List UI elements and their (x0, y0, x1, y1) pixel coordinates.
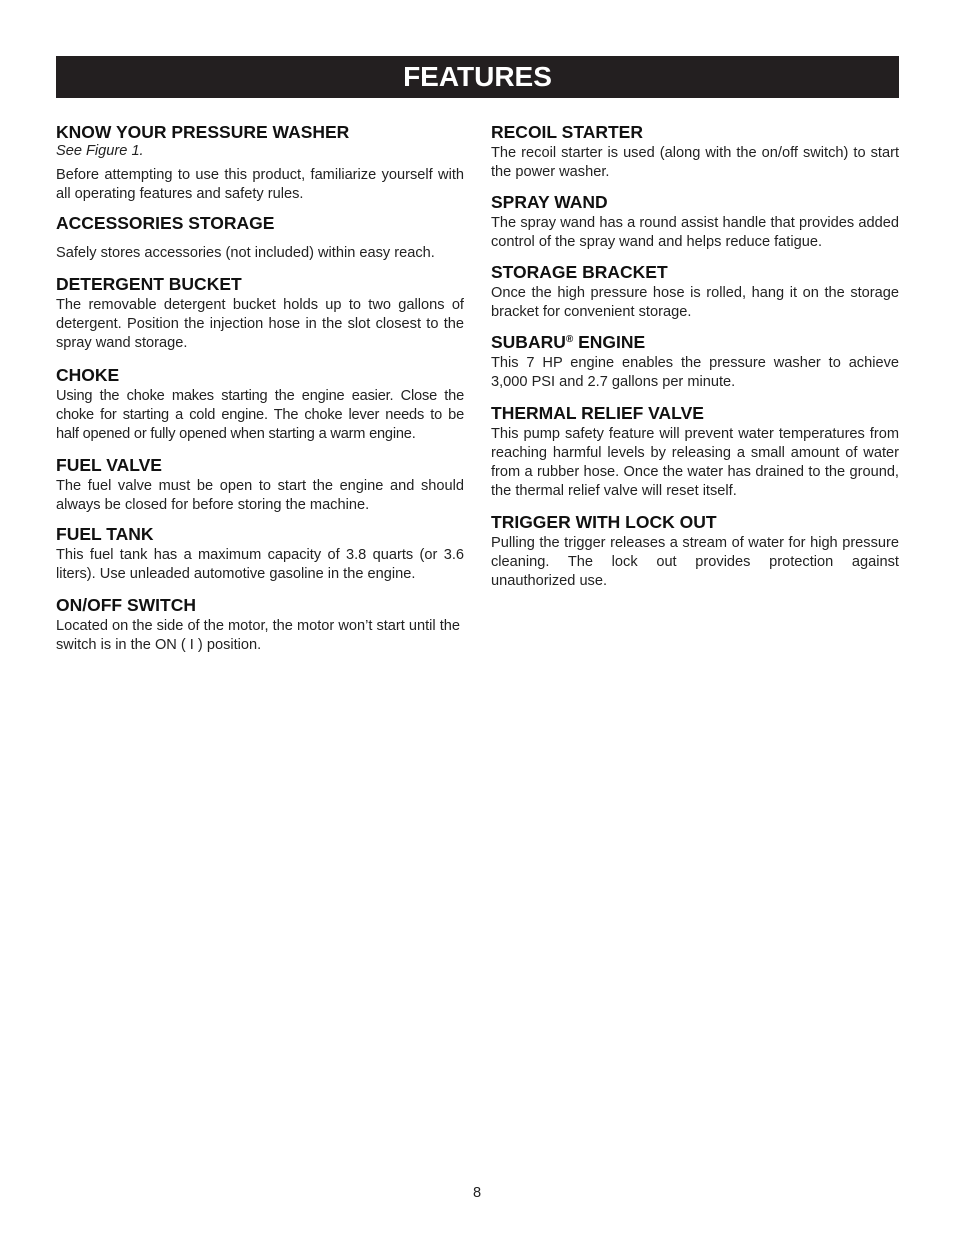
section-body: Using the choke makes starting the engine easier. Close the choke for starting a cold engine. The choke lever needs to be half opened or fully opened when starting a warm engine. (56, 388, 464, 442)
section-fuel-tank (56, 522, 464, 584)
section-body: Located on the side of the motor, the motor won’t start until the switch is in the ON ( I ) position. (56, 618, 460, 653)
page-number: 8 (472, 1185, 482, 1201)
section-heading: THERMAL RELIEF VALVE (491, 403, 704, 423)
section-body: This fuel tank has a maximum capacity of 3.8 quarts (or 3.6 liters). Use unleaded automotive gasoline in the engine. (56, 547, 464, 582)
section-heading (491, 330, 899, 354)
section-choke (56, 363, 464, 444)
section-body: The fuel valve must be open to start the engine and should always be closed for before storing the machine. (56, 478, 464, 513)
section-body: Once the high pressure hose is rolled, hang it on the storage bracket for convenient storage. (491, 285, 899, 320)
right-column (491, 120, 899, 591)
section-thermal-relief-valve (491, 401, 899, 501)
engine-label: ENGINE (573, 332, 646, 352)
section-trigger-with-lock-out (491, 510, 899, 591)
figure-reference: See Figure 1. (56, 143, 144, 159)
section-body: Before attempting to use this product, familiarize yourself with all operating features and safety rules. (56, 167, 464, 202)
section-detergent-bucket (56, 272, 464, 353)
section-body: This 7 HP engine enables the pressure washer to achieve 3,000 PSI and 2.7 gallons per minute. (491, 355, 899, 390)
section-heading: FUEL VALVE (56, 455, 162, 475)
page-title: FEATURES (403, 61, 552, 92)
section-heading: DETERGENT BUCKET (56, 274, 242, 294)
section-heading: ON/OFF SWITCH (56, 595, 196, 615)
section-body: This pump safety feature will prevent water temperatures from reaching harmful levels by releasing a small amount of water from a rubber hose. Once the water has drained to the ground, the thermal relief valve will reset itself. (491, 426, 899, 499)
section-heading: SPRAY WAND (491, 192, 608, 212)
registered-mark: ® (565, 334, 574, 345)
section-body: The recoil starter is used (along with the on/off switch) to start the power washer. (491, 145, 899, 180)
engine-brand: SUBARU (491, 332, 566, 352)
section-accessories-storage (56, 211, 464, 263)
section-heading: STORAGE BRACKET (491, 262, 668, 282)
features-banner (56, 56, 899, 98)
section-heading: ACCESSORIES STORAGE (56, 213, 275, 233)
section-body: Pulling the trigger releases a stream of water for high pressure cleaning. The lock out provides protection against unauthorized use. (491, 535, 899, 589)
section-subaru-engine (491, 330, 899, 392)
left-column (56, 120, 464, 655)
section-spray-wand (491, 190, 899, 252)
section-heading: TRIGGER WITH LOCK OUT (491, 512, 717, 532)
section-body: The removable detergent bucket holds up to two gallons of detergent. Position the injection hose in the slot closest to the spray wand storage. (56, 297, 464, 351)
section-know-your-pressure-washer (56, 120, 464, 204)
section-body: The spray wand has a round assist handle that provides added control of the spray wand and helps reduce fatigue. (491, 215, 899, 250)
section-recoil-starter (491, 120, 899, 182)
section-heading: RECOIL STARTER (491, 122, 643, 142)
section-heading: CHOKE (56, 365, 120, 385)
section-storage-bracket (491, 260, 899, 322)
section-heading: KNOW YOUR PRESSURE WASHER (56, 122, 350, 142)
section-fuel-valve (56, 453, 464, 515)
section-body: Safely stores accessories (not included) within easy reach. (56, 245, 435, 261)
section-heading: FUEL TANK (56, 524, 154, 544)
section-on-off-switch (56, 593, 464, 655)
